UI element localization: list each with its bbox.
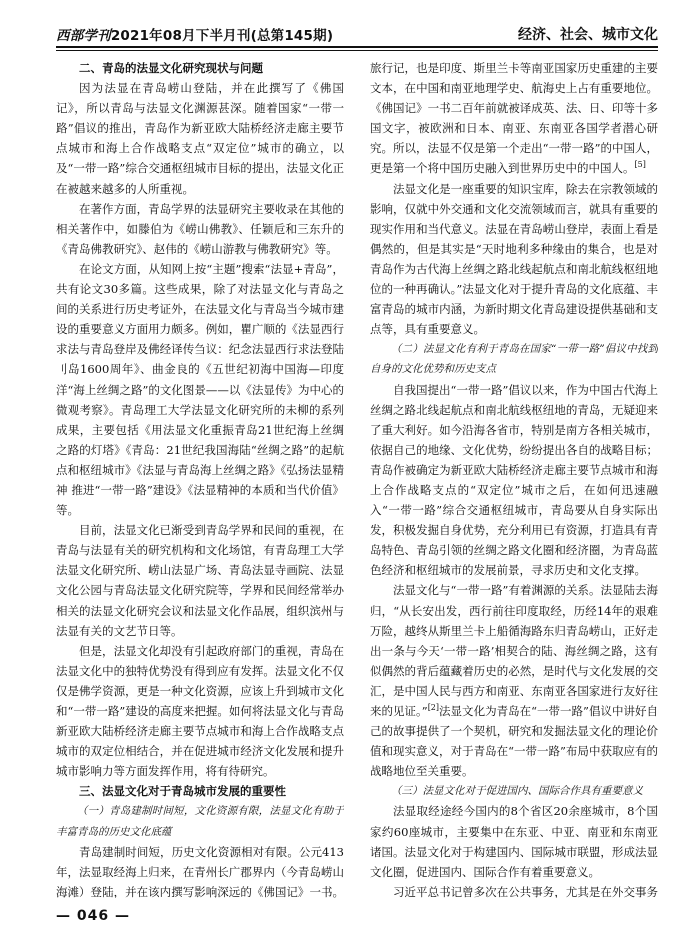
body-paragraph	[370, 179, 658, 340]
running-header	[56, 16, 658, 44]
journal-title: 西部学刊	[56, 28, 111, 44]
paragraph-text: 旅行记，也是印度、斯里兰卡等南亚国家历史重建的主要文本，在中国和南亚地理学史、航海史上占有重要地位。《佛国记》一书二百年前就被译成英、法、日、印等十多国文字，被欧洲和日本、南亚、东南亚各国学者潜心研究。所以，法显不仅是第一个走出“一带一路”的中国人，更是第一个将中国历史融入到世界历史中的中国人。	[370, 61, 658, 176]
paragraph-text: 法显文化是一座重要的知识宝库，除去在宗教领域的影响，仅就中外交通和文化交流领域而言，就具有重要的现实作用和当代意义。法显在青岛崂山登岸，表面上看是偶然的，但是其实是“天时地利多种缘由的集合，也是对青岛作为古代海上丝绸之路北线起航点和南北航线枢纽地位的一种再确认。”法显文化对于提升青岛的文化底蕴、丰富青岛的城市内涵，为新时期文化青岛建设提供基础和支点等，具有重要意义。	[370, 181, 658, 337]
paragraph-text: （三）法显文化对于促进国内、国际合作具有重要意义	[391, 785, 643, 798]
body-paragraph	[370, 801, 658, 881]
paragraph-text: 但是，法显文化却没有引起政府部门的重视，青岛在法显文化中的独特优势没有得到应有发挥。法显文化不仅仅是佛学资源，更是一种文化资源，应该上升到城市文化和“一带一路”建设的高度来把握。如何将法显文化与青岛新亚欧大陆桥经济走廊主要节点城市和海上合作战略支点城市的双定位相结合，并在促进城市经济文化发展和提升城市影响力等方面发挥作用，将有待研究。	[56, 643, 344, 779]
paragraph-text: 青岛建制时间短，历史文化资源相对有限。公元413年，法显取经海上归来，在青州长广郡界内（今青岛崂山海滩）登陆，并在该内撰写影响深远的《佛国记》一书。	[56, 844, 344, 898]
body-paragraph	[56, 842, 344, 898]
body-paragraph	[56, 520, 344, 641]
body-paragraph	[56, 78, 344, 199]
body-paragraph	[370, 380, 658, 581]
body-paragraph	[370, 58, 658, 179]
body-paragraph	[56, 199, 344, 259]
left-column	[56, 58, 344, 898]
paragraph-text: （一）青岛建制时间短，文化资源有限，法显文化有助于丰富青岛的历史文化底蕴	[56, 805, 344, 838]
header-rule	[56, 46, 658, 48]
body-paragraph	[56, 259, 344, 520]
paragraph-text: 在论文方面，从知网上按“主题”搜索“法显+青岛”，共有论文30多篇。这些成果，除了对法显文化与青岛之间的关系进行历史考证外，在法显文化与青岛当今城市建设的重要意义方面用力颇多。例如，瞿广顺的《法显西行求法与青岛登岸及佛经译传刍议：纪念法显西行求法登陆刂岛1600周年》、曲金良的《五世纪初海中国海—印度洋“海上丝绸之路”的文化图景——以《法显传》为中心的微观考察》。青岛理工大学法显文化研究所的未柳的系列成果，主要包括《用法显文化重振青岛21世纪海上丝绸之路的灯塔》《青岛：21世纪我国海陆“丝绸之路”的起航点和枢纽城市》《法显与青岛海上丝绸之路》《弘扬法显精神 推进“一带一路”建设》《法显精神的本质和当代价值》等。	[56, 261, 344, 518]
section-heading	[56, 58, 344, 78]
citation-note: [5]	[634, 160, 646, 170]
page-number: — 046 —	[56, 908, 130, 924]
paragraph-text: （二）法显文化有利于青岛在国家“一带一路”倡议中找到自身的文化优势和历史支点	[370, 343, 658, 376]
header-rule-thin	[56, 50, 658, 51]
paragraph-text: 习近平总书记曾多次在公共事务，尤其是在外交事务	[393, 884, 658, 898]
paragraph-text: 在著作方面，青岛学界的法显研究主要收录在其他的相关著作中，如滕伯为《崂山佛教》、任颖卮和三东升的《青岛佛教研究》、赵伟的《崂山游教与佛教研究》等。	[56, 201, 344, 256]
paragraph-text: 法显取经途经今国内的8个省区20余座城市，8个国家约60座城市，主要集中在东亚、中亚、南亚和东南亚诸国。法显文化对于构建国内、国际城市联盟，形成法显文化圈，促进国内、国际合作有着重要意义。	[370, 804, 658, 879]
section-title: 经济、社会、城市文化	[518, 27, 658, 43]
journal-info	[56, 24, 333, 44]
paragraph-text-tail: 法显文化为青岛在“一带一路”倡议中讲好自己的故事提供了一个契机，研究和发掘法显文化的理论价值和现实意义，对于青岛在“一带一路”布局中获取应有的战略地位至关重要。	[370, 704, 658, 779]
subsection-heading	[370, 781, 658, 801]
section-heading	[56, 781, 344, 801]
issue-info: 2021年08月下半月刊(总第145期)	[110, 28, 334, 44]
paragraph-text: 二、青岛的法显文化研究现状与问题	[79, 61, 263, 75]
subsection-heading	[56, 801, 344, 841]
paragraph-text: 法显文化与“一带一路”有着渊源的关系。法显陆去海归，“从长安出发，西行前往印度取经，历经14年的艰难万险，越终从斯里兰卡上船循海路东归青岛崂山，正好走出一条与今天‘一带一路’相契合的陆、海丝绸之路，这有似偶然的背后蕴藏着历史的必然，是时代与文化发展的交汇，是中国人民与西方和南亚、东南亚各国家进行友好往来的见证。”	[370, 583, 658, 718]
body-paragraph	[370, 882, 658, 898]
paragraph-text: 自我国提出“一带一路”倡议以来，作为中国古代海上丝绸之路北线起航点和南北航线枢纽地的青岛，无疑迎来了重大利好。如今沿海各省市，特别是南方各相关城市，依据自己的地缘、文化优势，纷纷提出各自的战略目标；青岛作被确定为新亚欧大陆桥经济走廊主要节点城市和海上合作战略支点的“双定位”城市之后，在如何迅速融入“一带一路”综合交通枢纽城市，青岛要从自身实际出发，积极发掘自身优势，充分利用已有资源，打造具有青岛特色、青岛引领的丝绸之路文化圈和经济圈，为青岛蓝色经济和枢纽城市的发展前景，寻求历史和文化支撑。	[370, 382, 658, 578]
body-paragraph	[56, 641, 344, 782]
subsection-heading	[370, 339, 658, 379]
right-column	[370, 58, 658, 898]
citation-note: [2]	[427, 703, 440, 713]
body-paragraph	[370, 580, 658, 781]
paragraph-text: 因为法显在青岛崂山登陆，并在此撰写了《佛国记》，所以青岛与法显文化渊源甚深。随着国家“一带一路”倡议的推出，青岛作为新亚欧大陆桥经济走廊主要节点城市和海上合作战略支点“双定位”城市的确立，以及“一带一路”综合交通枢纽城市目标的提出，法显文化正在被越来越多的人所重视。	[56, 81, 344, 196]
paragraph-text: 三、法显文化对于青岛城市发展的重要性	[79, 784, 286, 799]
paragraph-text: 目前，法显文化已渐受到青岛学界和民间的重视，在青岛与法显有关的研究机构和文化场馆，有青岛理工大学法显文化研究所、崂山法显广场、青岛法显寺画院、法显文化公园与青岛法显文化研究院等，学界和民间经常举办相关的法显文化研究会议和法显文化作品展，组织滨州与法显有关的文艺节日等。	[56, 523, 344, 638]
